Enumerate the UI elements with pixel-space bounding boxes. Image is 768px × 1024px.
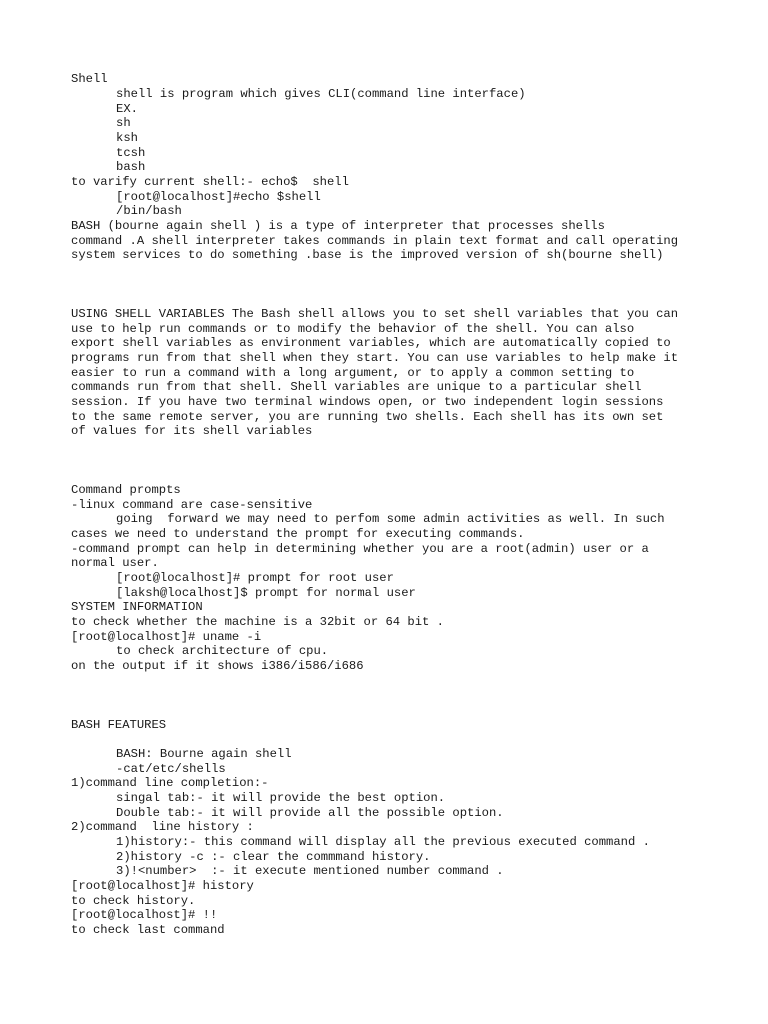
- bash-features-heading: BASH FEATURES: [71, 718, 167, 732]
- examples-label: EX.: [116, 102, 138, 116]
- root-prompt-example: [root@localhost]# prompt for root user: [116, 571, 394, 585]
- variables-paragraph-line: use to help run commands or to modify the behavior of the shell. You can also: [71, 322, 635, 336]
- history-description: to check history.: [71, 894, 196, 908]
- variables-paragraph-line: commands run from that shell. Shell variables are unique to a particular shell: [71, 380, 642, 394]
- bash-description-line: BASH (bourne again shell ) is a type of interpreter that processes shells: [71, 219, 605, 233]
- variables-paragraph-line: programs run from that shell when they start. You can use variables to help make it: [71, 351, 679, 365]
- prompts-heading: Command prompts: [71, 483, 181, 497]
- bash-description-line: command .A shell interpreter takes commands in plain text format and call operating: [71, 234, 679, 248]
- verify-shell-command: [root@localhost]#echo $shell: [116, 190, 321, 204]
- bang-command: [root@localhost]# !!: [71, 908, 218, 922]
- case-sensitive-note: -linux command are case-sensitive: [71, 498, 313, 512]
- variables-paragraph-line: of values for its shell variables: [71, 424, 313, 438]
- example-item: tcsh: [116, 146, 146, 160]
- bash-description-line: system services to do something .base is the improved version of sh(bourne shell): [71, 248, 664, 262]
- bash-full-name: BASH: Bourne again shell: [116, 747, 292, 761]
- shell-definition: shell is program which gives CLI(command line interface): [116, 87, 526, 101]
- prompt-help-line: normal user.: [71, 556, 159, 570]
- example-item: sh: [116, 116, 131, 130]
- user-prompt-example: [laksh@localhost]$ prompt for normal user: [116, 586, 416, 600]
- cat-shells-command: -cat/etc/shells: [116, 762, 226, 776]
- verify-shell-output: /bin/bash: [116, 204, 182, 218]
- history-item: 3)!<number> :- it execute mentioned number command .: [116, 864, 504, 878]
- example-item: ksh: [116, 131, 138, 145]
- verify-shell-line: to varify current shell:- echo$ shell: [71, 175, 349, 189]
- history-command: [root@localhost]# history: [71, 879, 254, 893]
- shell-heading: Shell: [71, 72, 108, 86]
- history-heading: 2)command line history :: [71, 820, 254, 834]
- example-item: bash: [116, 160, 146, 174]
- going-forward-line: going forward we may need to perfom some admin activities as well. In such: [116, 512, 665, 526]
- double-tab-note: Double tab:- it will provide all the possible option.: [116, 806, 504, 820]
- history-item: 2)history -c :- clear the commmand history.: [116, 850, 431, 864]
- system-information-heading: SYSTEM INFORMATION: [71, 600, 203, 614]
- single-tab-note: singal tab:- it will provide the best option.: [116, 791, 446, 805]
- prompt-help-line: -command prompt can help in determining whether you are a root(admin) user or a: [71, 542, 649, 556]
- uname-description: to check architecture of cpu.: [116, 644, 329, 658]
- bang-description: to check last command: [71, 923, 225, 937]
- variables-paragraph-line: easier to run a command with a long argument, or to apply a common setting to: [71, 366, 635, 380]
- uname-output-note: on the output if it shows i386/i586/i686: [71, 659, 364, 673]
- uname-command: [root@localhost]# uname -i: [71, 630, 262, 644]
- variables-paragraph-line: export shell variables as environment variables, which are automatically copied to: [71, 336, 671, 350]
- completion-heading: 1)command line completion:-: [71, 776, 269, 790]
- variables-paragraph-line: USING SHELL VARIABLES The Bash shell allows you to set shell variables that you can: [71, 307, 679, 321]
- history-item: 1)history:- this command will display all the previous executed command .: [116, 835, 650, 849]
- going-forward-line: cases we need to understand the prompt for executing commands.: [71, 527, 525, 541]
- variables-paragraph-line: to the same remote server, you are running two shells. Each shell has its own set: [71, 410, 664, 424]
- check-architecture-note: to check whether the machine is a 32bit or 64 bit .: [71, 615, 444, 629]
- variables-paragraph-line: session. If you have two terminal windows open, or two independent login sessions: [71, 395, 664, 409]
